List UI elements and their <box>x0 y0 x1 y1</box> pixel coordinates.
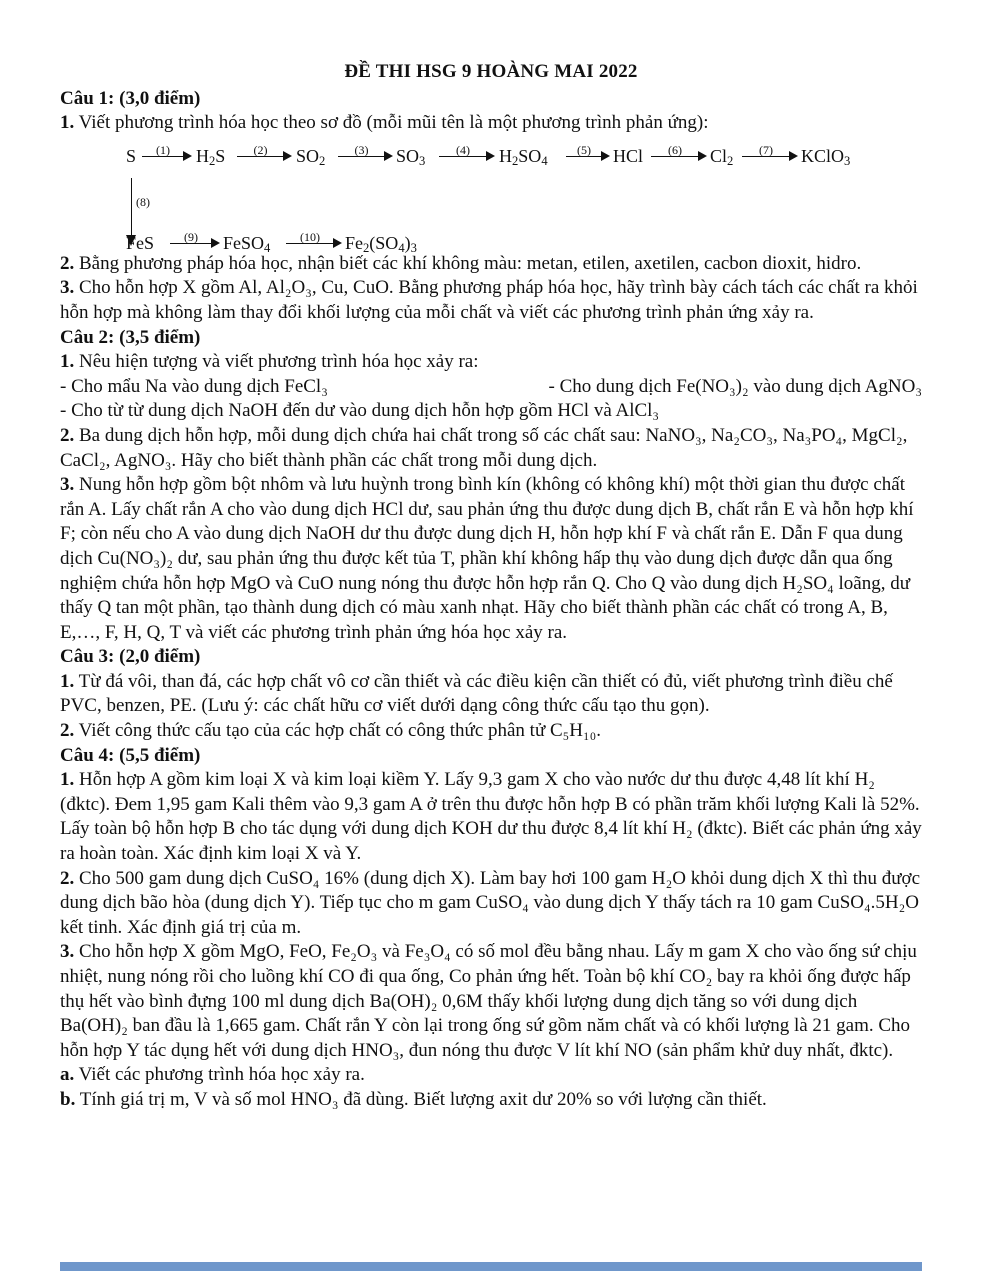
q3-part-2-text: Viết công thức cấu tạo của các hợp chất có công thức phân tử C₅H₁₀. <box>78 720 602 742</box>
arrow-10 <box>286 229 342 251</box>
exam-page <box>60 60 922 1113</box>
arrow-3 <box>338 142 393 164</box>
q1-part-2 <box>60 252 922 277</box>
arrow-5-label: (5) <box>577 142 591 157</box>
q4-part-1-text: Hỗn hợp A gồm kim loại X và kim loại kiềm Y. Lấy 9,3 gam X cho vào nước dư thu được 4,48 lít khí H₂ (đktc). Đem 1,95 gam Kali thêm vào 9,3 gam A ở trên thu được hỗn hợp B có phần trăm khối lượng Kali là 52%. Lấy toàn bộ hỗn hợp B cho tác dụng với dung dịch KOH dư thu được 8,4 lít khí H₂ (đktc). Biết các phản ứng xảy ra hoàn toàn. Xác định kim loại X và Y. <box>60 769 922 865</box>
q2-part-1-num: 1. <box>60 351 75 373</box>
arrow-3-label: (3) <box>354 142 369 157</box>
arrow-6-label: (6) <box>668 142 682 157</box>
q2-part-3-num: 3. <box>60 474 75 496</box>
q3-part-1 <box>60 670 922 719</box>
q1-part-2-text: Bằng phương pháp hóa học, nhận biết các khí không màu: metan, etilen, axetilen, cacbon dioxit, hidro. <box>79 252 862 274</box>
q2-bullet-3: - Cho từ từ dung dịch NaOH đến dư vào dung dịch hỗn hợp gồm HCl và AlCl₃ <box>60 400 660 422</box>
q4-part-3b-num: b. <box>60 1088 76 1110</box>
q1-part-2-num: 2. <box>60 252 75 274</box>
arrow-5 <box>566 142 610 164</box>
arrow-2 <box>237 142 292 164</box>
q3-part-2 <box>60 719 922 744</box>
q1-part-1-num: 1. <box>60 112 75 134</box>
q4-part-2 <box>60 867 922 941</box>
q3-part-2-num: 2. <box>60 720 75 742</box>
species-fes: FeS <box>126 232 155 253</box>
q2-bullet-2: - Cho dung dịch Fe(NO₃)₂ vào dung dịch AgNO₃ <box>548 375 922 397</box>
species-h2s: $H_2S$ <box>196 145 226 168</box>
q4-part-3 <box>60 940 922 1063</box>
q4-part-3-text: Cho hỗn hợp X gồm MgO, FeO, Fe₂O₃ và Fe₃O₄ có số mol đều bằng nhau. Lấy m gam X cho vào ống sứ chịu nhiệt, nung nóng rồi cho luồng khí CO đi qua ống, Co phản ứng hết. Toàn bộ khí CO₂ bay ra khỏi ống được hấp thụ hết vào bình đựng 100 ml dung dịch Ba(OH)₂ 0,6M thấy khối lượng dung dịch tăng so với dung dịch Ba(OH)₂ ban đầu là 1,665 gam. Chất rắn Y còn lại trong ống sứ gồm năm chất và có khối lượng là 21 gam. Cho hỗn hợp Y tác dụng hết với dung dịch HNO₃, đun nóng thu được V lít khí NO (sản phẩm khử duy nhất, đktc). <box>60 941 917 1061</box>
species-hcl: HCl <box>613 145 644 166</box>
q1-part-3-text: Cho hỗn hợp X gồm Al, Al₂O₃, Cu, CuO. Bằng phương pháp hóa học, hãy trình bày cách tách các chất ra khỏi hỗn hợp mà không làm thay đổi khối lượng của mỗi chất và viết các phương trình phản ứng xảy ra. <box>60 277 918 323</box>
species-s: S <box>126 145 137 166</box>
arrow-4 <box>439 142 495 164</box>
arrow-9 <box>170 229 220 251</box>
species-kclo3: KClO$_3$ <box>801 145 851 168</box>
arrow-8-label: (8) <box>136 194 150 209</box>
q4-part-3a-text: Viết các phương trình hóa học xảy ra. <box>78 1064 365 1086</box>
arrow-7 <box>742 142 798 164</box>
q4-part-1-num: 1. <box>60 769 75 791</box>
species-so2: $SO_2$ <box>296 145 326 168</box>
question-3-heading: Câu 3: (2,0 điểm) <box>60 646 201 668</box>
arrow-1 <box>142 142 192 164</box>
question-4-heading: Câu 4: (5,5 điểm) <box>60 744 201 766</box>
q3-part-1-text: Từ đá vôi, than đá, các hợp chất vô cơ cần thiết và các điều kiện cần thiết có đủ, viết phương trình điều chế PVC, benzen, PE. (Lưu ý: các chất hữu cơ viết dưới dạng công thức cấu tạo thu gọn). <box>60 670 893 717</box>
q2-part-1 <box>60 350 922 375</box>
arrow-9-label: (9) <box>184 229 198 244</box>
q2-part-2 <box>60 424 922 473</box>
reaction-scheme <box>60 138 922 255</box>
q4-part-3b <box>60 1088 922 1113</box>
question-2-heading: Câu 2: (3,5 điểm) <box>60 326 201 348</box>
species-h2so4: $H_2SO_4$ <box>499 145 548 168</box>
q2-part-3-text: Nung hỗn hợp gồm bột nhôm và lưu huỳnh trong bình kín (không có không khí) một thời gian thu được chất rắn A. Lấy chất rắn A cho vào dung dịch HCl dư, sau phản ứng thu được dung dịch B, chất rắn E và hỗn hợp khí F; còn nếu cho A vào dung dịch NaOH dư thu được dung dịch H, hỗn hợp khí F và chất rắn E. Dẫn F qua dung dịch Cu(NO₃)₂ dư, sau phản ứng thu được kết tủa T, phần khí không hấp thụ vào dung dịch được dẫn qua ống nghiệm chứa hỗn hợp MgO và CuO nung nóng thu được hỗn hợp rắn Q. Cho Q vào dung dịch H₂SO₄ loãng, dư thấy Q tan một phần, tạo thành dung dịch có màu xanh nhạt. Hãy cho biết thành phần các chất có trong A, B, E,…, F, H, Q, T và viết các phương trình phản ứng hóa học xảy ra. <box>60 474 914 643</box>
q4-part-2-text: Cho 500 gam dung dịch CuSO₄ 16% (dung dịch X). Làm bay hơi 100 gam H₂O khỏi dung dịch X thì thu được dung dịch bão hòa (dung dịch Y). Tiếp tục cho m gam CuSO₄ vào dung dịch Y thấy tách ra 10 gam CuSO₄.5H₂O kết tinh. Xác định giá trị của m. <box>60 867 921 938</box>
q2-bullets-row <box>60 375 922 400</box>
q1-part-1 <box>60 111 922 136</box>
q1-part-3 <box>60 276 922 325</box>
q2-bullet-1: - Cho mẩu Na vào dung dịch FeCl₃ <box>60 375 328 397</box>
arrow-8-line <box>131 178 132 238</box>
q4-part-3b-text: Tính giá trị m, V và số mol HNO₃ đã dùng. Biết lượng axit dư 20% so với lượng cần thiết. <box>79 1088 767 1110</box>
q4-part-3a-num: a. <box>60 1064 75 1086</box>
q2-part-2-num: 2. <box>60 424 75 446</box>
q1-part-1-text: Viết phương trình hóa học theo sơ đồ (mỗi mũi tên là một phương trình phản ứng): <box>78 112 709 134</box>
q2-part-2-text: Ba dung dịch hỗn hợp, mỗi dung dịch chứa hai chất trong số các chất sau: NaNO₃, Na₂CO₃, Na₃PO₄, MgCl₂, CaCl₂, AgNO₃. Hãy cho biết thành phần các chất trong mỗi dung dịch. <box>60 424 908 471</box>
exam-title: ĐỀ THI HSG 9 HOÀNG MAI 2022 <box>344 61 638 82</box>
species-so3: $SO_3$ <box>396 145 426 168</box>
arrow-4-label: (4) <box>456 142 470 157</box>
arrow-7-label: (7) <box>759 142 773 157</box>
arrow-10-label: (10) <box>300 229 320 244</box>
arrow-2-label: (2) <box>253 142 268 157</box>
q4-part-3a <box>60 1063 922 1088</box>
q2-part-3 <box>60 473 922 645</box>
arrow-1-label: (1) <box>156 142 170 157</box>
q4-part-2-num: 2. <box>60 867 75 889</box>
q1-part-3-num: 3. <box>60 277 75 299</box>
q4-part-1 <box>60 768 922 866</box>
q3-part-1-num: 1. <box>60 670 75 692</box>
q2-part-1-text: Nêu hiện tượng và viết phương trình hóa học xảy ra: <box>79 351 479 373</box>
species-feso4: FeSO$_4$ <box>223 232 271 255</box>
q4-part-3-num: 3. <box>60 941 75 963</box>
question-1-heading: Câu 1: (3,0 điểm) <box>60 87 201 109</box>
arrow-6 <box>651 142 707 164</box>
bottom-divider-bar <box>60 1262 922 1271</box>
species-cl2: $Cl_2$ <box>710 145 734 168</box>
species-fe2so43: $Fe_2(SO_4)_3$ <box>345 232 417 255</box>
